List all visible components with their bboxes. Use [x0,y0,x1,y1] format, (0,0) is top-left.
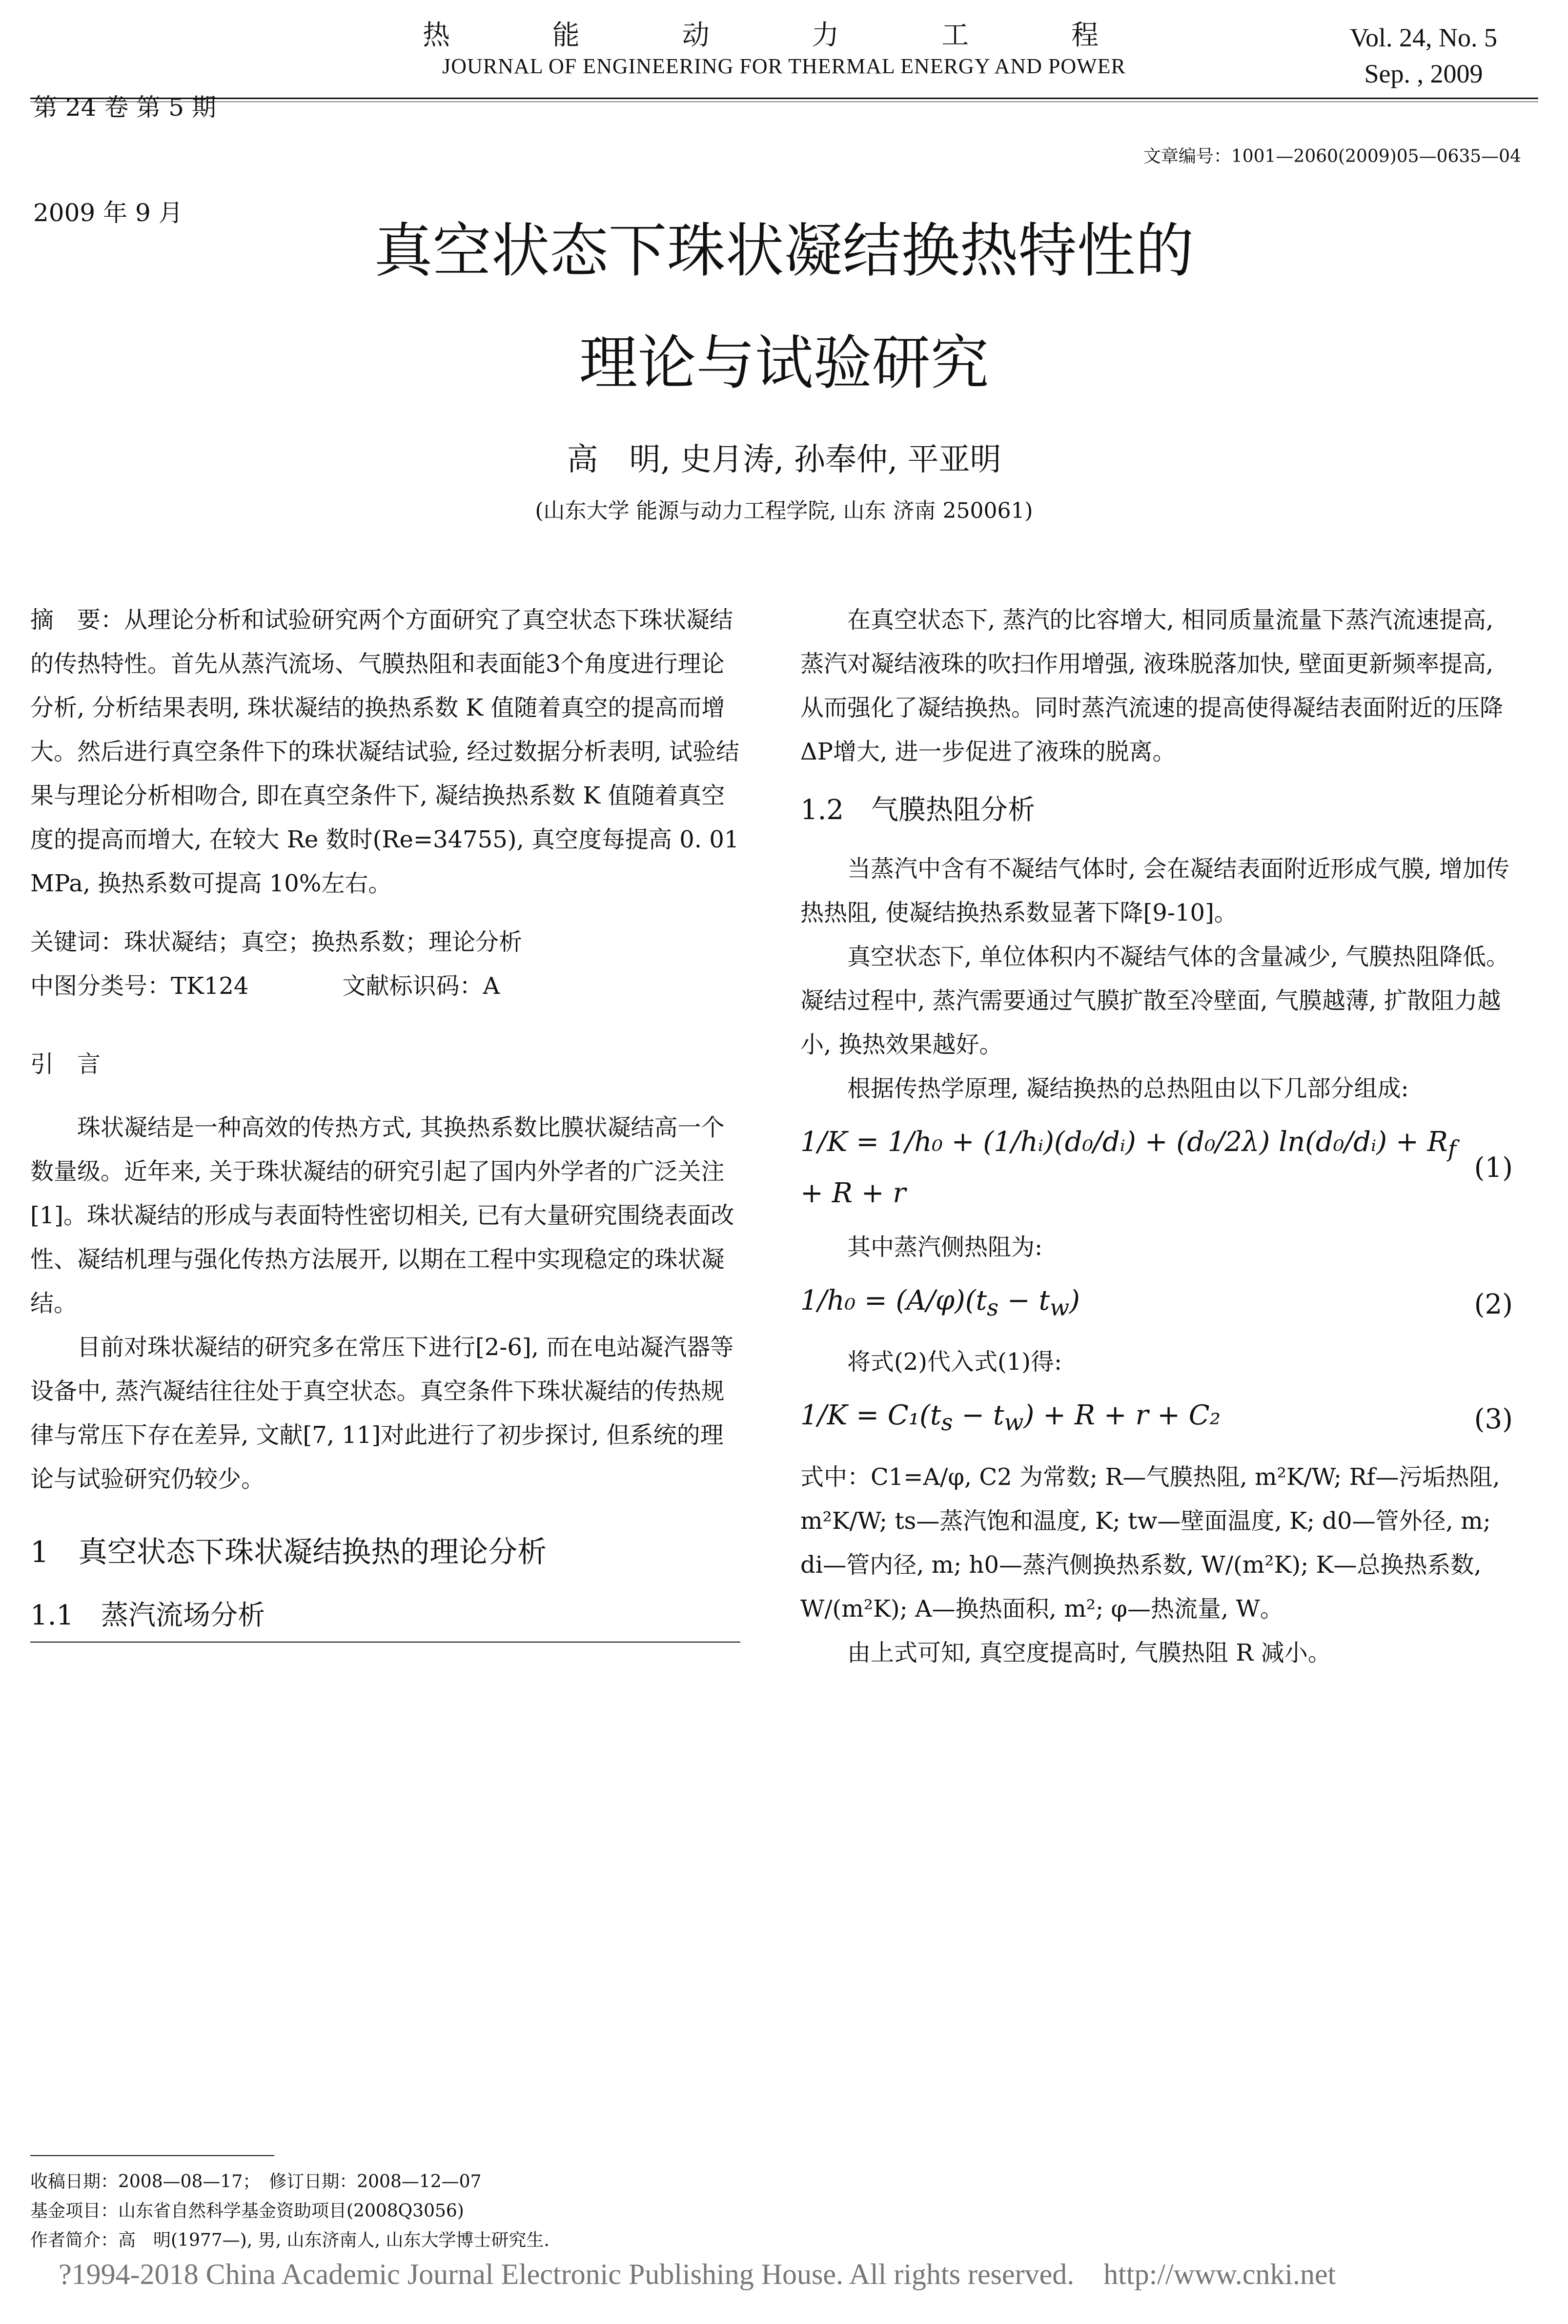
section-1-2-heading: 1.2 气膜热阻分析 [800,794,1036,826]
footnote-fund: 基金项目：山东省自然科学基金资助项目(2008Q3056) [30,2201,464,2221]
equation-2 [800,1279,1513,1330]
left-column [30,598,740,1657]
copyright-watermark: ?1994-2018 China Academic Journal Electronic Publishing House. All rights reserved. http://www.cnki.net [59,2258,1336,2290]
intro-heading: 引 言 [30,1050,101,1078]
equation-2-body: $1/h_0 = (A/\varphi)(t_s - t_w)$ [800,1285,1080,1322]
title-line-2: 理论与试验研究 [579,329,989,397]
intro-paragraph-1: 珠状凝结是一种高效的传热方式, 其换热系数比膜状凝结高一个数量级。近年来, 关于珠状凝结的研究引起了国内外学者的广泛关注[1]。珠状凝结的形成与表面特性密切相关, 已有大量研究围绕表面改性、凝结机理与强化传热方法展开, 以期在工程中实现稳定的珠状凝结。 [30,1114,734,1317]
paragraph-conclusion: 由上式可知, 真空度提高时, 气膜热阻 R 减小。 [847,1639,1331,1666]
paper-title [0,195,1568,420]
section-1-heading: 1 真空状态下珠状凝结换热的理论分析 [30,1535,547,1569]
journal-name-cn: 热 能 动 力 工 程 [422,20,1145,51]
equation-3 [800,1394,1513,1445]
equation-2-intro: 其中蒸汽侧热阻为: [847,1234,1043,1261]
footnote-author: 作者简介：高 明(1977—), 男, 山东济南人, 山东大学博士研究生. [30,2230,550,2250]
authors: 高 明, 史月涛, 孙奉仲, 平亚明 [567,442,1001,478]
footnote-received: 收稿日期：2008—08—17； 修订日期：2008—12—07 [30,2172,482,2192]
article-number: 文章编号：1001—2060(2009)05—0635—04 [1143,146,1521,166]
footnotes [30,2167,550,2255]
nomenclature: 式中：C1=A/φ, C2 为常数; R—气膜热阻, m²K/W; Rf—污垢热阻, m²K/W; ts—蒸汽饱和温度, K; tw—壁面温度, K; d0—管外径, m; di—管内径, m; h0—蒸汽侧换热系数, W/(m²K); K—总换热系数, W/(m²K); A—换热面积, m²; φ—热流量, W。 [800,1463,1500,1623]
affiliation: (山东大学 能源与动力工程学院, 山东 济南 250061) [535,498,1033,523]
journal-name-en: JOURNAL OF ENGINEERING FOR THERMAL ENERGY AND POWER [442,54,1126,78]
volume-issue-en: Vol. 24, No. 5 [1349,23,1497,52]
equation-2-label: (2) [1474,1288,1513,1320]
journal-name [0,20,1568,81]
keywords: 关键词：珠状凝结；真空；换热系数；理论分析 [30,928,523,956]
volume-issue-cn: 第 24 卷 第 5 期 [33,93,216,122]
equation-3-body: $1/K = C_1(t_s - t_w) + R + r + C_2$ [800,1399,1221,1437]
paragraph-vacuum: 真空状态下, 单位体积内不凝结气体的含量减少, 气膜热阻降低。凝结过程中, 蒸汽需要通过气膜扩散至冷壁面, 气膜越薄, 扩散阻力越小, 换热效果越好。 [800,943,1510,1058]
abstract: 摘 要：从理论分析和试验研究两个方面研究了真空状态下珠状凝结的传热特性。首先从蒸汽流场、气膜热阻和表面能3个角度进行理论分析, 分析结果表明, 珠状凝结的换热系数 K 值随着真空的提高而增大。然后进行真空条件下的珠状凝结试验, 经过数据分析表明, 试验结果与理论分析相吻合, 即在真空条件下, 凝结换热系数 K 值随着真空度的提高而增大, 在较大 Re 数时(Re=34755), 真空度每提高 0. 01 MPa, 换热系数可提高 10%左右。 [30,606,740,897]
equation-1-label: (1) [1474,1152,1513,1184]
footnote-rule [30,2155,274,2156]
equation-1 [800,1120,1513,1215]
paragraph-resistance: 根据传热学原理, 凝结换热的总热阻由以下几部分组成: [847,1075,1409,1102]
intro-paragraph-2: 目前对珠状凝结的研究多在常压下进行[2-6], 而在电站凝汽器等设备中, 蒸汽凝结往往处于真空状态。真空条件下珠状凝结的传热规律与常压下存在差异, 文献[7, 11]对此进行了初步探讨, 但系统的理论与试验研究仍较少。 [30,1334,734,1493]
journal-volume-en [1350,20,1497,92]
header-rule-thick [30,98,1538,99]
date-en: Sep. , 2009 [1364,59,1483,88]
equation-1-body: 1/K = 1/h₀ + (1/hᵢ)(d₀/dᵢ) + (d₀/2λ) ln(d₀/dᵢ) + $R_f + R + r$ [800,1126,1457,1210]
equation-3-label: (3) [1474,1403,1513,1435]
paragraph-steam-flow: 在真空状态下, 蒸汽的比容增大, 相同质量流量下蒸汽流速提高, 蒸汽对凝结液珠的吹扫作用增强, 液珠脱落加快, 壁面更新频率提高, 从而强化了凝结换热。同时蒸汽流速的提高使得凝结表面附近的压降ΔP增大, 进一步促进了液珠的脱离。 [800,606,1504,765]
date-cn: 2009 年 9 月 [33,199,183,227]
section-1-1-heading: 1.1 蒸汽流场分析 [30,1594,740,1643]
right-column [800,598,1513,1675]
title-line-1: 真空状态下珠状凝结换热特性的 [374,217,1194,285]
paragraph-gas-film: 当蒸汽中含有不凝结气体时, 会在凝结表面附近形成气膜, 增加传热热阻, 使凝结换热系数显著下降[9-10]。 [800,855,1510,926]
equation-3-intro: 将式(2)代入式(1)得: [847,1348,1062,1376]
classification: 中图分类号：TK124 文献标识码：A [30,972,500,1000]
